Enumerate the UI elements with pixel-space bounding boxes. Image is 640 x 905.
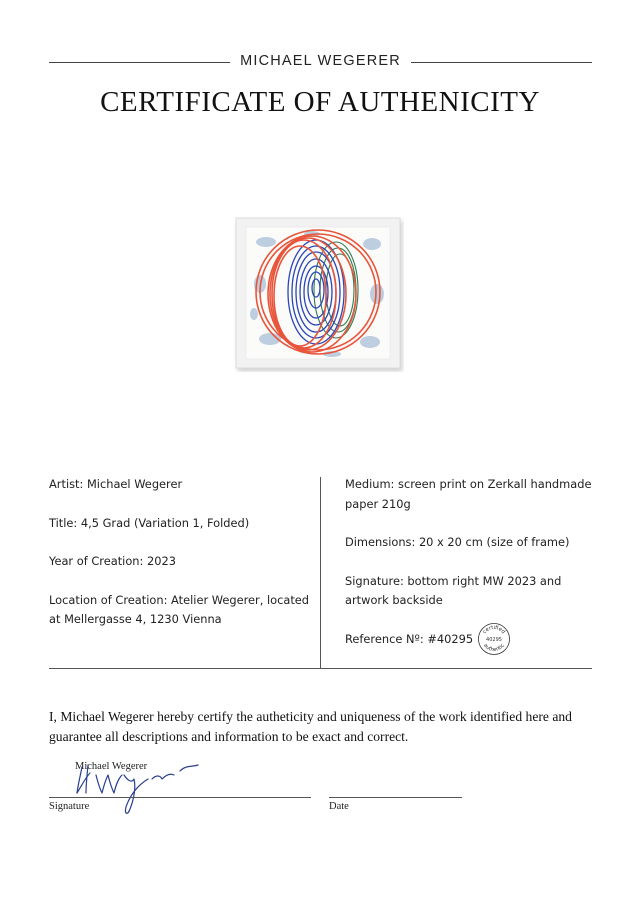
details-left-column (49, 475, 311, 649)
signature-label: Signature (49, 801, 90, 812)
detail-signature: Signature: bottom right MW 2023 and artwork backside (345, 573, 562, 607)
column-divider (320, 477, 321, 668)
certified-authentic-stamp-icon (477, 622, 511, 656)
header-rule-left (49, 62, 230, 63)
certification-statement: I, Michael Wegerer hereby certify the autheticity and uniqueness of the work identified here and guarantee all descriptions and information to be exact and correct. (49, 709, 572, 744)
signature-printed-name: Michael Wegerer (75, 761, 148, 772)
signature-line (49, 797, 311, 798)
details-right-column (345, 475, 595, 668)
artwork-image (232, 214, 404, 372)
stamp-number: 40295 (486, 637, 502, 643)
detail-year: Year of Creation: 2023 (49, 554, 176, 568)
date-label: Date (329, 801, 349, 812)
artist-header: MICHAEL WEGERER (240, 53, 401, 69)
detail-medium: Medium: screen print on Zerkall handmade paper 210g (345, 477, 592, 511)
header-rule-right (411, 62, 592, 63)
date-line (329, 797, 462, 798)
detail-location: Location of Creation: Atelier Wegerer, located at Mellergasse 4, 1230 Vienna (49, 592, 310, 626)
detail-artist: Artist: Michael Wegerer (49, 477, 183, 491)
certificate-title: CERTIFICATE OF AUTHENICITY (100, 86, 540, 118)
detail-dimensions: Dimensions: 20 x 20 cm (size of frame) (345, 535, 570, 549)
detail-title: Title: 4,5 Grad (Variation 1, Folded) (49, 515, 250, 530)
detail-reference: Reference Nº: #40295 (345, 631, 474, 646)
stamp-bottom-text: authentic (482, 642, 506, 654)
section-divider (49, 668, 592, 669)
stamp-top-text: certified (481, 624, 507, 636)
